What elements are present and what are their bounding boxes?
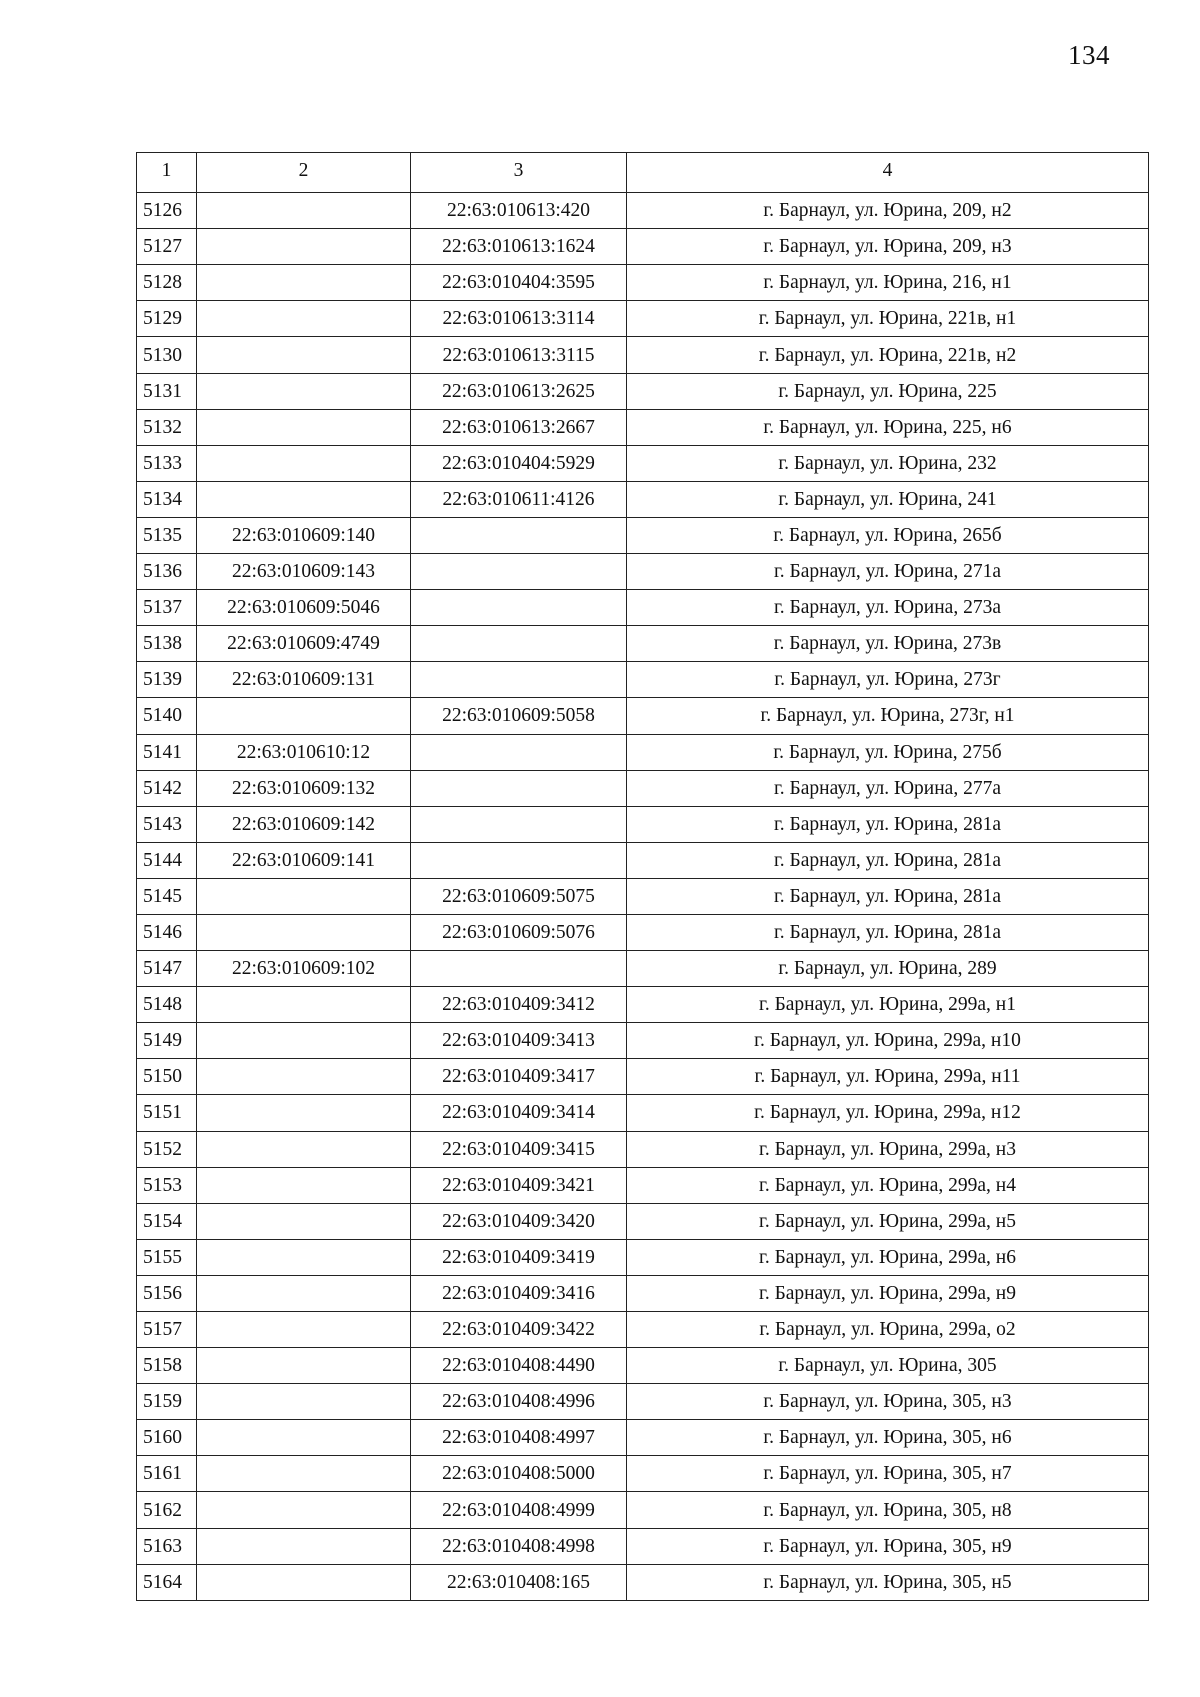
row-number-cell: 5141 [137,734,197,770]
table-row [137,1167,1149,1203]
address-cell: г. Барнаул, ул. Юрина, 281а [627,914,1149,950]
cadastral-number-2 [197,1167,411,1203]
cadastral-number-2 [197,1492,411,1528]
table-row [137,626,1149,662]
table-row [137,662,1149,698]
cadastral-number-3 [411,626,627,662]
row-number-cell: 5127 [137,229,197,265]
row-number-cell: 5159 [137,1384,197,1420]
address-cell: г. Барнаул, ул. Юрина, 299а, н1 [627,987,1149,1023]
row-number-cell: 5130 [137,337,197,373]
row-number-cell: 5128 [137,265,197,301]
cadastral-number-2: 22:63:010609:132 [197,770,411,806]
address-cell: г. Барнаул, ул. Юрина, 305, н9 [627,1528,1149,1564]
table-row [137,1528,1149,1564]
cadastral-number-2 [197,1312,411,1348]
cadastral-number-3 [411,770,627,806]
address-cell: г. Барнаул, ул. Юрина, 232 [627,445,1149,481]
table-row [137,987,1149,1023]
cadastral-number-3: 22:63:010609:5058 [411,698,627,734]
row-number-cell: 5143 [137,806,197,842]
cadastral-number-2 [197,193,411,229]
cadastral-number-3 [411,590,627,626]
address-cell: г. Барнаул, ул. Юрина, 305, н8 [627,1492,1149,1528]
address-cell: г. Барнаул, ул. Юрина, 305 [627,1348,1149,1384]
cadastral-number-2 [197,1239,411,1275]
row-number-cell: 5145 [137,878,197,914]
cadastral-number-2 [197,481,411,517]
cadastral-number-2 [197,698,411,734]
column-header-2: 2 [197,153,411,193]
cadastral-number-3: 22:63:010609:5076 [411,914,627,950]
cadastral-number-3: 22:63:010409:3412 [411,987,627,1023]
row-number-cell: 5153 [137,1167,197,1203]
cadastral-number-3: 22:63:010613:3114 [411,301,627,337]
cadastral-number-3 [411,842,627,878]
table-row [137,373,1149,409]
cadastral-number-2 [197,1023,411,1059]
table-row [137,1131,1149,1167]
row-number-cell: 5147 [137,951,197,987]
cadastral-number-3: 22:63:010409:3421 [411,1167,627,1203]
cadastral-number-2: 22:63:010609:4749 [197,626,411,662]
cadastral-number-3 [411,951,627,987]
table-row [137,1492,1149,1528]
address-cell: г. Барнаул, ул. Юрина, 277а [627,770,1149,806]
cadastral-number-2: 22:63:010609:143 [197,554,411,590]
address-cell: г. Барнаул, ул. Юрина, 281а [627,842,1149,878]
address-cell: г. Барнаул, ул. Юрина, 281а [627,878,1149,914]
cadastral-number-2 [197,265,411,301]
cadastral-number-2: 22:63:010609:141 [197,842,411,878]
row-number-cell: 5163 [137,1528,197,1564]
row-number-cell: 5144 [137,842,197,878]
row-number-cell: 5134 [137,481,197,517]
row-number-cell: 5152 [137,1131,197,1167]
table-row [137,1203,1149,1239]
cadastral-number-2 [197,1095,411,1131]
cadastral-number-2 [197,337,411,373]
address-cell: г. Барнаул, ул. Юрина, 273а [627,590,1149,626]
table-row [137,1348,1149,1384]
row-number-cell: 5136 [137,554,197,590]
table-row [137,1312,1149,1348]
table-row [137,770,1149,806]
cadastral-number-3: 22:63:010408:5000 [411,1456,627,1492]
address-cell: г. Барнаул, ул. Юрина, 221в, н1 [627,301,1149,337]
row-number-cell: 5162 [137,1492,197,1528]
cadastral-number-2: 22:63:010609:102 [197,951,411,987]
cadastral-number-3: 22:63:010408:4490 [411,1348,627,1384]
table-row [137,229,1149,265]
address-cell: г. Барнаул, ул. Юрина, 221в, н2 [627,337,1149,373]
address-cell: г. Барнаул, ул. Юрина, 299а, н11 [627,1059,1149,1095]
row-number-cell: 5157 [137,1312,197,1348]
table-row [137,842,1149,878]
cadastral-number-3: 22:63:010404:5929 [411,445,627,481]
address-cell: г. Барнаул, ул. Юрина, 299а, о2 [627,1312,1149,1348]
table-row [137,914,1149,950]
table-row [137,1023,1149,1059]
table-row [137,1095,1149,1131]
address-cell: г. Барнаул, ул. Юрина, 299а, н5 [627,1203,1149,1239]
table-row [137,265,1149,301]
address-cell: г. Барнаул, ул. Юрина, 299а, н9 [627,1275,1149,1311]
address-cell: г. Барнаул, ул. Юрина, 216, н1 [627,265,1149,301]
cadastral-number-2 [197,301,411,337]
address-cell: г. Барнаул, ул. Юрина, 209, н2 [627,193,1149,229]
cadastral-number-2 [197,1348,411,1384]
cadastral-number-2 [197,1528,411,1564]
cadastral-number-3: 22:63:010613:3115 [411,337,627,373]
address-cell: г. Барнаул, ул. Юрина, 273в [627,626,1149,662]
cadastral-number-2 [197,1384,411,1420]
row-number-cell: 5151 [137,1095,197,1131]
table-row [137,878,1149,914]
cadastral-number-3: 22:63:010409:3414 [411,1095,627,1131]
table-row [137,1564,1149,1600]
table-row [137,806,1149,842]
row-number-cell: 5139 [137,662,197,698]
table-row [137,301,1149,337]
row-number-cell: 5154 [137,1203,197,1239]
cadastral-number-2: 22:63:010609:131 [197,662,411,698]
row-number-cell: 5133 [137,445,197,481]
row-number-cell: 5132 [137,409,197,445]
table-header-row [137,153,1149,193]
cadastral-number-2 [197,1059,411,1095]
address-cell: г. Барнаул, ул. Юрина, 299а, н4 [627,1167,1149,1203]
table-row [137,734,1149,770]
table-row [137,481,1149,517]
cadastral-number-3: 22:63:010408:165 [411,1564,627,1600]
row-number-cell: 5140 [137,698,197,734]
table-body [137,193,1149,1601]
cadastral-number-3 [411,517,627,553]
cadastral-number-3: 22:63:010408:4996 [411,1384,627,1420]
cadastral-number-3: 22:63:010409:3420 [411,1203,627,1239]
cadastral-number-2 [197,1275,411,1311]
row-number-cell: 5155 [137,1239,197,1275]
address-cell: г. Барнаул, ул. Юрина, 305, н7 [627,1456,1149,1492]
cadastral-number-3 [411,662,627,698]
column-header-3: 3 [411,153,627,193]
address-cell: г. Барнаул, ул. Юрина, 241 [627,481,1149,517]
cadastral-number-2 [197,445,411,481]
address-cell: г. Барнаул, ул. Юрина, 281а [627,806,1149,842]
cadastral-number-3: 22:63:010409:3417 [411,1059,627,1095]
cadastral-number-3: 22:63:010409:3415 [411,1131,627,1167]
row-number-cell: 5135 [137,517,197,553]
table-row [137,1059,1149,1095]
cadastral-number-2 [197,409,411,445]
address-cell: г. Барнаул, ул. Юрина, 299а, н10 [627,1023,1149,1059]
table-row [137,698,1149,734]
cadastral-number-2 [197,987,411,1023]
table-row [137,1456,1149,1492]
page-number: 134 [1068,40,1110,70]
row-number-cell: 5126 [137,193,197,229]
cadastral-number-3 [411,806,627,842]
row-number-cell: 5148 [137,987,197,1023]
cadastral-number-3: 22:63:010409:3422 [411,1312,627,1348]
cadastral-number-2 [197,1420,411,1456]
table-row [137,554,1149,590]
cadastral-number-3: 22:63:010409:3413 [411,1023,627,1059]
cadastral-number-3 [411,734,627,770]
cadastral-number-3: 22:63:010408:4999 [411,1492,627,1528]
row-number-cell: 5156 [137,1275,197,1311]
table-row [137,1275,1149,1311]
row-number-cell: 5137 [137,590,197,626]
row-number-cell: 5138 [137,626,197,662]
cadastral-number-2 [197,1131,411,1167]
cadastral-number-2 [197,1564,411,1600]
address-cell: г. Барнаул, ул. Юрина, 305, н6 [627,1420,1149,1456]
cadastral-number-3: 22:63:010611:4126 [411,481,627,517]
table-row [137,337,1149,373]
address-cell: г. Барнаул, ул. Юрина, 273г [627,662,1149,698]
cadastral-number-2 [197,373,411,409]
cadastral-number-2 [197,914,411,950]
column-header-1: 1 [137,153,197,193]
address-cell: г. Барнаул, ул. Юрина, 299а, н12 [627,1095,1149,1131]
cadastral-number-2: 22:63:010609:142 [197,806,411,842]
row-number-cell: 5146 [137,914,197,950]
cadastral-number-3: 22:63:010613:2667 [411,409,627,445]
cadastral-number-3: 22:63:010408:4998 [411,1528,627,1564]
table-row [137,1239,1149,1275]
table-row [137,409,1149,445]
row-number-cell: 5131 [137,373,197,409]
cadastral-number-2 [197,229,411,265]
cadastral-number-2: 22:63:010610:12 [197,734,411,770]
cadastral-number-2: 22:63:010609:140 [197,517,411,553]
cadastral-number-3: 22:63:010613:420 [411,193,627,229]
address-cell: г. Барнаул, ул. Юрина, 289 [627,951,1149,987]
cadastral-number-3 [411,554,627,590]
row-number-cell: 5158 [137,1348,197,1384]
address-cell: г. Барнаул, ул. Юрина, 273г, н1 [627,698,1149,734]
address-cell: г. Барнаул, ул. Юрина, 305, н5 [627,1564,1149,1600]
cadastral-number-3: 22:63:010613:1624 [411,229,627,265]
column-header-4: 4 [627,153,1149,193]
row-number-cell: 5150 [137,1059,197,1095]
address-cell: г. Барнаул, ул. Юрина, 265б [627,517,1149,553]
table-row [137,445,1149,481]
address-cell: г. Барнаул, ул. Юрина, 305, н3 [627,1384,1149,1420]
cadastral-number-3: 22:63:010613:2625 [411,373,627,409]
address-cell: г. Барнаул, ул. Юрина, 225 [627,373,1149,409]
address-cell: г. Барнаул, ул. Юрина, 299а, н3 [627,1131,1149,1167]
row-number-cell: 5149 [137,1023,197,1059]
cadastral-number-3: 22:63:010409:3419 [411,1239,627,1275]
cadastral-number-2 [197,1456,411,1492]
row-number-cell: 5129 [137,301,197,337]
row-number-cell: 5160 [137,1420,197,1456]
registry-table [136,152,1149,1601]
address-cell: г. Барнаул, ул. Юрина, 271а [627,554,1149,590]
cadastral-number-2 [197,878,411,914]
table-row [137,590,1149,626]
address-cell: г. Барнаул, ул. Юрина, 225, н6 [627,409,1149,445]
cadastral-number-2 [197,1203,411,1239]
table-row [137,1384,1149,1420]
cadastral-number-3: 22:63:010609:5075 [411,878,627,914]
table-row [137,951,1149,987]
row-number-cell: 5164 [137,1564,197,1600]
address-cell: г. Барнаул, ул. Юрина, 299а, н6 [627,1239,1149,1275]
address-cell: г. Барнаул, ул. Юрина, 209, н3 [627,229,1149,265]
cadastral-number-3: 22:63:010404:3595 [411,265,627,301]
row-number-cell: 5142 [137,770,197,806]
address-cell: г. Барнаул, ул. Юрина, 275б [627,734,1149,770]
table-row [137,517,1149,553]
cadastral-number-2: 22:63:010609:5046 [197,590,411,626]
table-row [137,1420,1149,1456]
table-row [137,193,1149,229]
cadastral-number-3: 22:63:010408:4997 [411,1420,627,1456]
cadastral-number-3: 22:63:010409:3416 [411,1275,627,1311]
row-number-cell: 5161 [137,1456,197,1492]
